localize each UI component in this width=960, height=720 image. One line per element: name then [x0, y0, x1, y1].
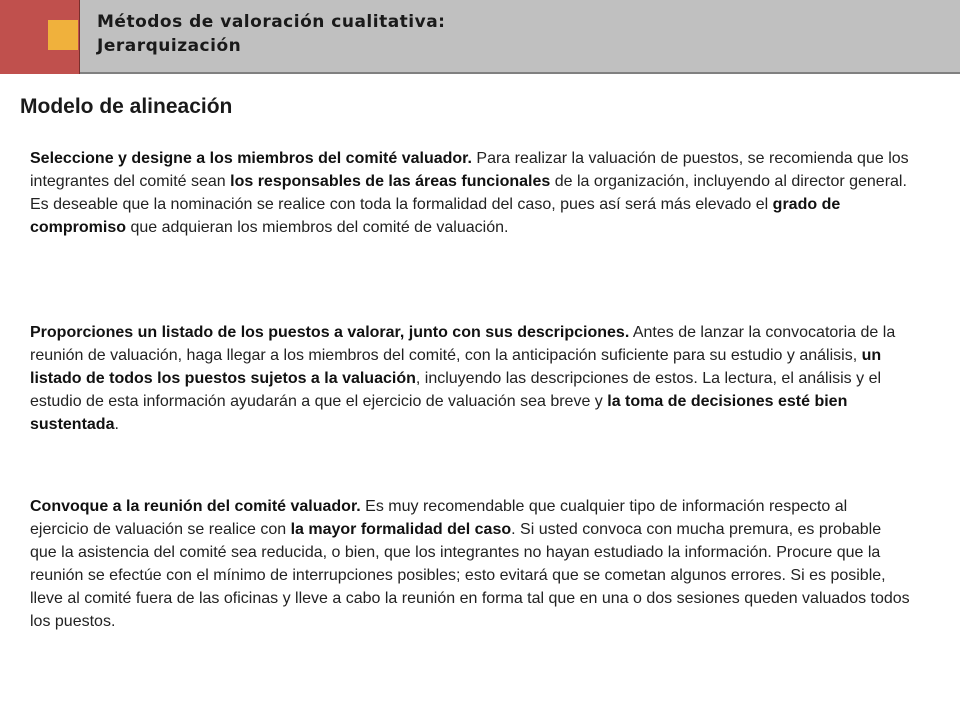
paragraph-text: Es deseable que la nominación se realice con toda la formalidad del caso, pues así será más elevado el — [30, 196, 773, 213]
paragraph-meeting — [30, 495, 910, 633]
paragraph-text: Es muy recomendable que cualquier tipo de información respecto al ejercicio de valuación se realice con — [30, 498, 848, 538]
emphasis-text: la mayor formalidad del caso — [290, 521, 512, 538]
paragraph-text: . — [114, 416, 119, 433]
paragraph-committee — [30, 147, 910, 239]
emphasis-text: los responsables de las áreas funcionales — [230, 173, 551, 190]
header-band — [0, 0, 960, 74]
paragraph-text: . Si usted convoca con mucha premura, es probable que la asistencia del comité sea reducida, o bien, que los integrantes no hayan estudiado la información. Procure que la reunión se efectúe con el mínimo de interrupciones posibles; esto evitará que se cometan algunos errores. Si es posible, lleve al comité fuera de las oficinas y lleve a cabo la reunión en forma tal que en una o dos sesiones queden valuados todos los puestos. — [30, 521, 910, 630]
logo-orange-square — [48, 20, 78, 50]
paragraph-job-list — [30, 321, 910, 436]
paragraph-text: Para realizar la valuación de puestos, se recomienda que los integrantes del comité sean — [30, 150, 909, 190]
emphasis-text: grado de compromiso — [30, 196, 841, 236]
paragraph-lead: Seleccione y designe a los miembros del comité valuador. — [30, 150, 472, 167]
section-title: Modelo de alineación — [20, 95, 233, 118]
header-title — [97, 10, 445, 58]
header-title-line2: Jerarquización — [97, 36, 242, 56]
emphasis-text: un listado de todos los puestos sujetos a la valuación — [30, 347, 882, 387]
paragraph-lead: Proporciones un listado de los puestos a valorar, junto con sus descripciones. — [30, 324, 630, 341]
paragraph-text: Antes de lanzar la convocatoria de la reunión de valuación, haga llegar a los miembros del comité, con la anticipación suficiente para su estudio y análisis, — [30, 324, 896, 364]
emphasis-text: la toma de decisiones esté bien sustentada — [30, 393, 848, 433]
paragraph-lead: Convoque a la reunión del comité valuador. — [30, 498, 361, 515]
header-title-line1: Métodos de valoración cualitativa: — [97, 12, 446, 32]
paragraph-text: que adquieran los miembros del comité de valuación. — [126, 219, 509, 236]
paragraph-text: de la organización, incluyendo al director general. — [550, 173, 907, 190]
paragraph-text: , incluyendo las descripciones de estos. La lectura, el análisis y el estudio de esta información ayudarán a que el ejercicio de valuación sea breve y — [30, 370, 882, 410]
